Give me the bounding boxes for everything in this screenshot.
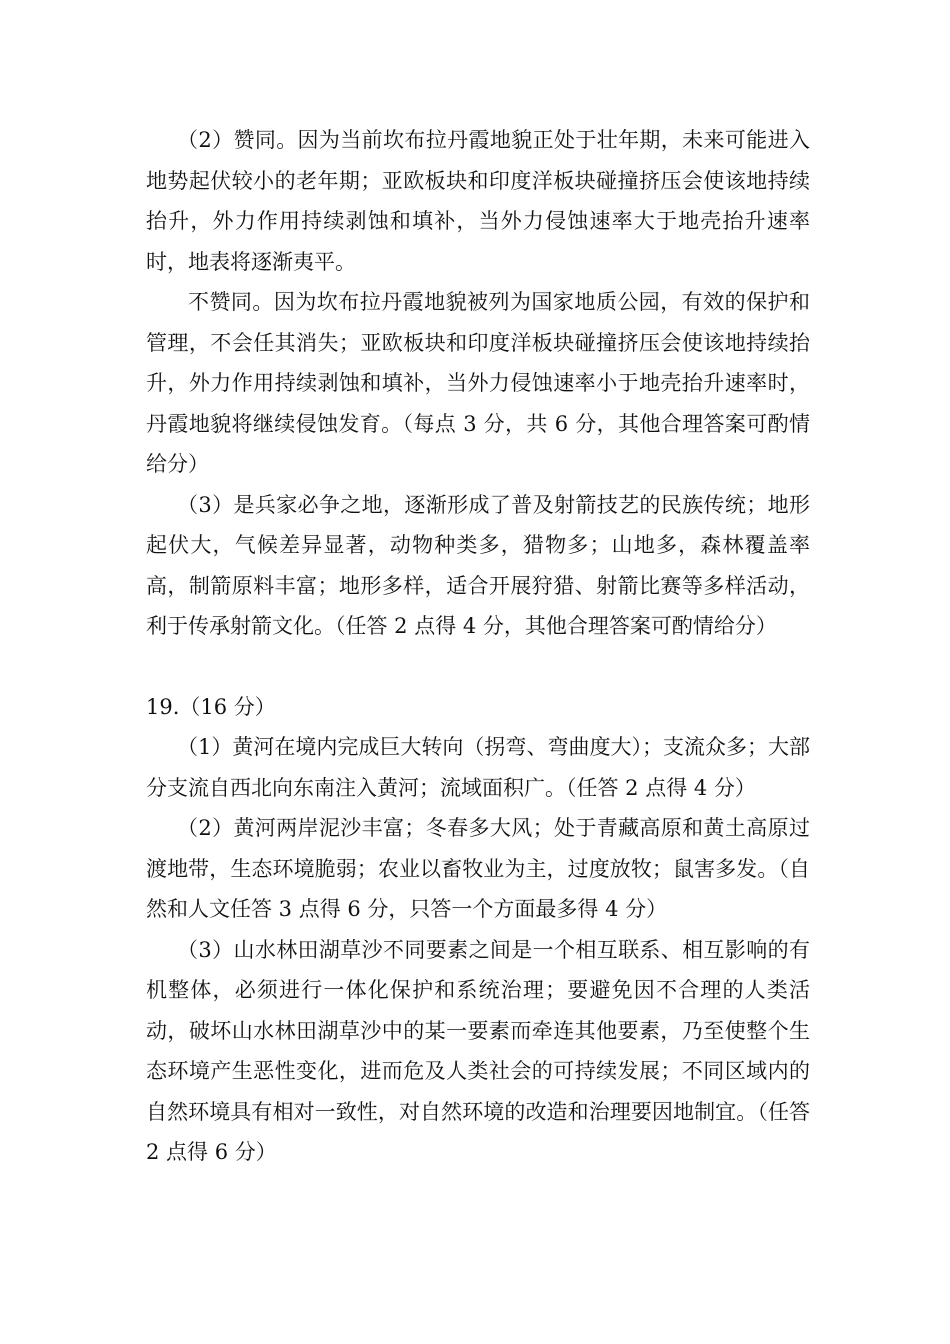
q19-header: 19.（16 分） [146, 694, 276, 719]
q19-part1: （1）黄河在境内完成巨大转向（拐弯、弯曲度大）；支流众多；大部分支流自西北向东南注入黄河；流域面积广。（任答 2 点得 4 分） [146, 735, 810, 800]
q19-part3: （3）山水林田湖草沙不同要素之间是一个相互联系、相互影响的有机整体，必须进行一体化保护和系统治理；要避免因不合理的人类活动，破坏山水林田湖草沙中的某一要素而牵连其他要素，乃至使整个生态环境产生恶性变化，进而危及人类社会的可持续发展；不同区域内的自然环境具有相对一致性，对自然环境的改造和治理要因地制宜。（任答 2 点得 6 分） [146, 937, 810, 1164]
answer-content [146, 120, 810, 1173]
q18-part2-disagree: 不赞同。因为坎布拉丹霞地貌被列为国家地质公园，有效的保护和管理，不会任其消失；亚欧板块和印度洋板块碰撞挤压会使该地持续抬升，外力作用持续剥蚀和填补，当外力侵蚀速率小于地壳抬升速率时，丹霞地貌将继续侵蚀发育。（每点 3 分，共 6 分，其他合理答案可酌情给分） [146, 290, 810, 476]
q18-part3: （3）是兵家必争之地，逐渐形成了普及射箭技艺的民族传统；地形起伏大，气候差异显著，动物种类多，猎物多；山地多，森林覆盖率高，制箭原料丰富；地形多样，适合开展狩猎、射箭比赛等多样活动，利于传承射箭文化。（任答 2 点得 4 分，其他合理答案可酌情给分） [146, 492, 810, 638]
q19-part2: （2）黄河两岸泥沙丰富；冬春多大风；处于青藏高原和黄土高原过渡地带，生态环境脆弱；农业以畜牧业为主，过度放牧；鼠害多发。（自然和人文任答 3 点得 6 分，只答一个方面最多得 4 分） [146, 816, 810, 921]
q18-part2-agree: （2）赞同。因为当前坎布拉丹霞地貌正处于壮年期，未来可能进入地势起伏较小的老年期；亚欧板块和印度洋板块碰撞挤压会使该地持续抬升，外力作用持续剥蚀和填补，当外力侵蚀速率大于地壳抬升速率时，地表将逐渐夷平。 [146, 128, 810, 274]
section-spacer [146, 647, 810, 687]
